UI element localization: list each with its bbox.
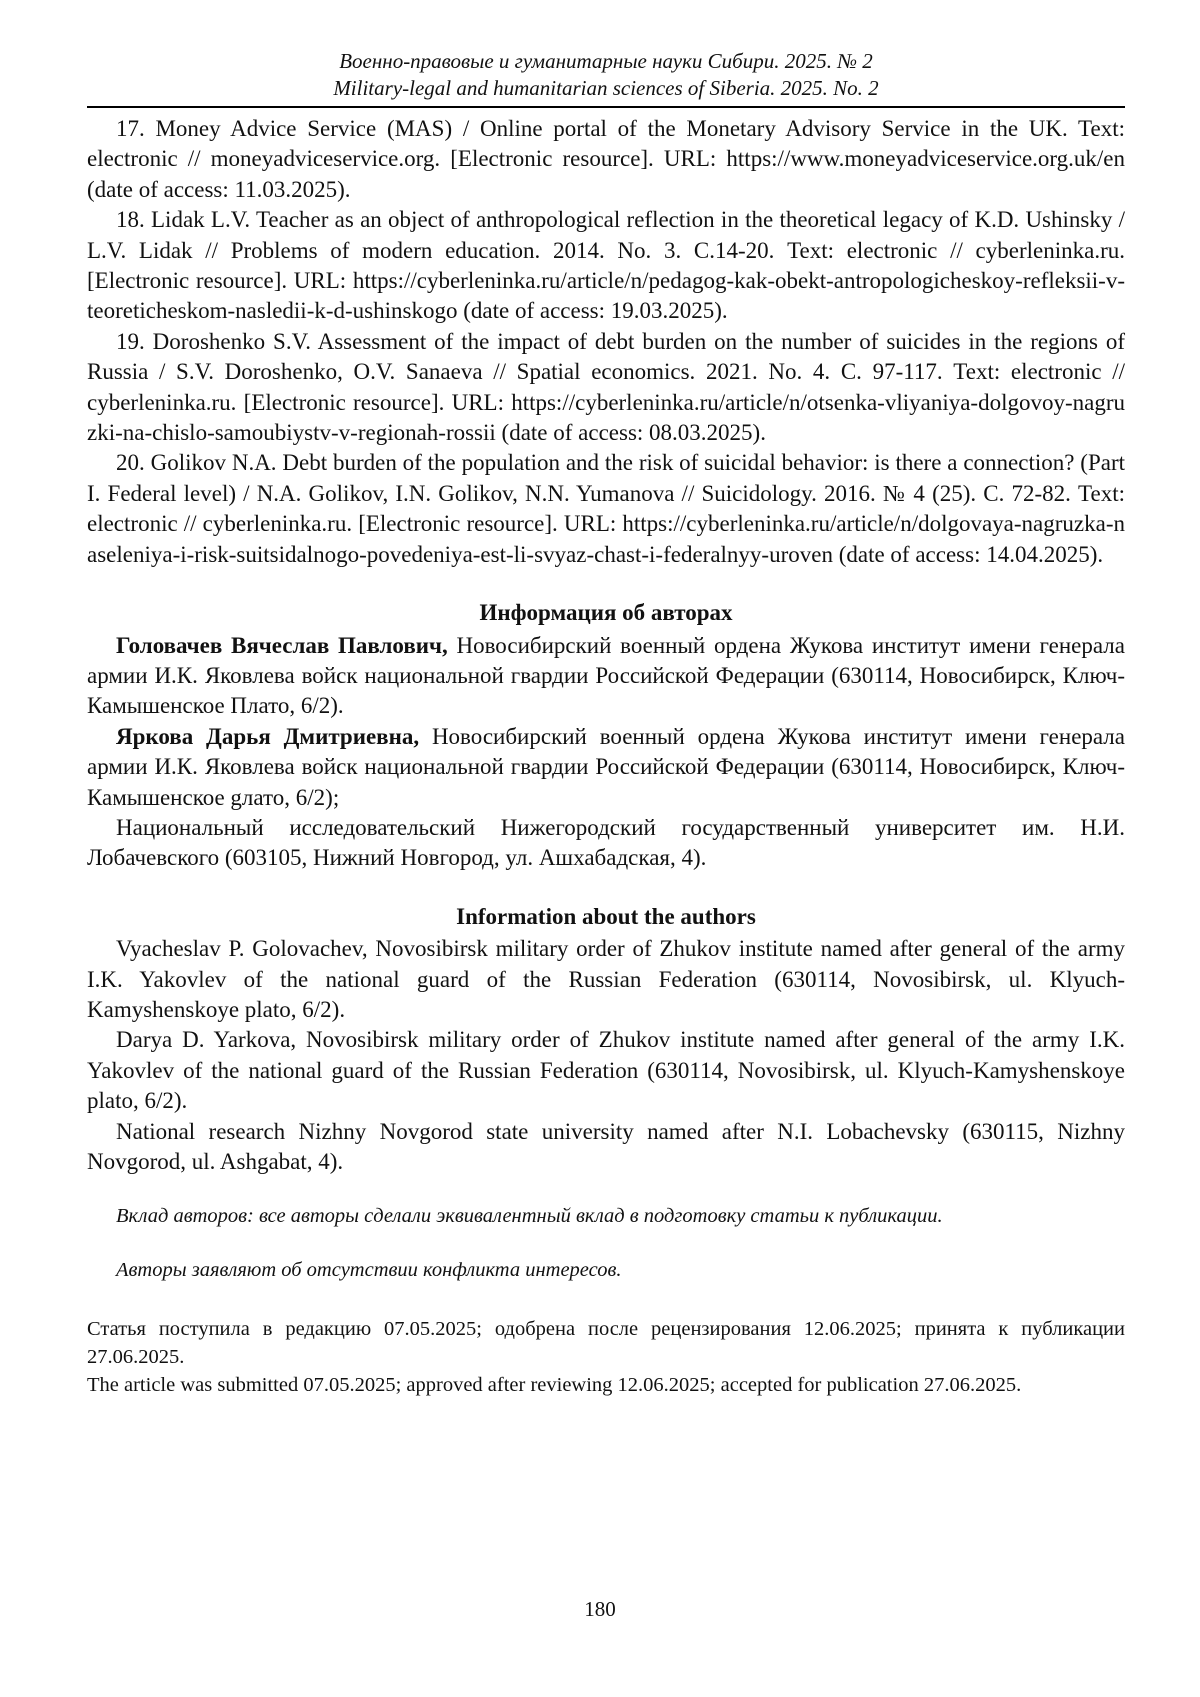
reference-item: 20. Golikov N.A. Debt burden of the population and the risk of suicidal behavior: is there a connection? (Part I. Federal level) / N.A. Golikov, I.N. Golikov, N.N. Yumanova // Suicidology. 2016. № 4 (25). С. 72-82. Text: electronic // cyberleninka.ru. [Electronic resource]. URL: https://cyberleninka.ru/article/n/dolgovaya-nagruzka-naseleniya-i-risk-suitsidalnogo-povedeniya-est-li-svyaz-chast-i-federalnyy-uroven (date of access: 14.04.2025). xyxy=(87,450,1125,567)
author-info-en-2-extra: National research Nizhny Novgorod state university named after N.I. Lobachevsky (630115, Nizhny Novgorod, ul. Ashgabat, 4). xyxy=(87,1118,1125,1174)
journal-title-en: Military-legal and humanitarian sciences of Siberia. 2025. No. 2 xyxy=(333,76,879,100)
author-info-en-1: Vyacheslav P. Golovachev, Novosibirsk military order of Zhukov institute named after general of the army I.K. Yakovlev of the national guard of the Russian Federation (630114, Novosibirsk, ul. Klyuch-Kamyshenskoye plato, 6/2). xyxy=(87,936,1125,1022)
reference-item: 19. Doroshenko S.V. Assessment of the impact of debt burden on the number of suicides in the regions of Russia / S.V. Doroshenko, O.V. Sanaeva // Spatial economics. 2021. No. 4. С. 97-117. Text: electronic // cyberleninka.ru. [Electronic resource]. URL: https://cyberleninka.ru/article/n/otsenka-vliyaniya-dolgovoy-nagruzki-na-chislo-samoubiystv-v-regionah-rossii (date of access: 08.03.2025). xyxy=(87,328,1125,446)
reference-item: 18. Lidak L.V. Teacher as an object of anthropological reflection in the theoretical legacy of K.D. Ushinsky / L.V. Lidak // Problems of modern education. 2014. No. 3. С.14-20. Text: electronic // cyberleninka.ru. [Electronic resource]. URL: https://cyberleninka.ru/article/n/pedagog-kak-obekt-antropologicheskoy-refleksii-v-teoreticheskom-nasledii-k-d-ushinskogo (date of access: 19.03.2025). xyxy=(87,207,1125,324)
author-info-en-2: Darya D. Yarkova, Novosibirsk military order of Zhukov institute named after general of the army I.K. Yakovlev of the national guard of the Russian Federation (630114, Novosibirsk, ul. Klyuch-Kamyshenskoye plato, 6/2). xyxy=(87,1027,1125,1114)
reference-list xyxy=(87,114,1125,570)
authors-heading-ru: Информация об авторах xyxy=(479,600,733,626)
page-body xyxy=(87,48,1125,1399)
reference-url[interactable]: https://cyberleninka.ru/article/n/pedagog-kak-obekt-antropologicheskoy-refleksii-v-teoreticheskom-nasledii-k-d-ushinskogo xyxy=(87,268,1125,324)
reference-item: 17. Money Advice Service (MAS) / Online portal of the Monetary Advisory Service in the UK. Text: electronic // moneyadviceservice.org. [Electronic resource]. URL: https://www.moneyadviceservice.org.uk/en (date of access: 11.03.2025). xyxy=(87,116,1125,202)
article-dates-ru: Статья поступила в редакцию 07.05.2025; одобрена после рецензирования 12.06.2025; принята к публикации 27.06.2025. xyxy=(87,1318,1125,1369)
reference-url[interactable]: https://cyberleninka.ru/article/n/dolgovaya-nagruzka-naseleniya-i-risk-suitsidalnogo-povedeniya-est-li-svyaz-chast-i-federalnyy-uroven xyxy=(87,511,1125,567)
author-info-ru-1: Головачев Вячеслав Павлович, Новосибирский военный ордена Жукова институт имени генерала армии И.К. Яковлева войск национальной гвардии Российской Федерации (630114, Новосибирск, Ключ-Камышенское Плато, 6/2). xyxy=(87,632,1125,719)
reference-url[interactable]: https://www.moneyadviceservice.org.uk/en xyxy=(726,146,1125,172)
contribution-note: Вклад авторов: все авторы сделали эквивалентный вклад в подготовку статьи к публикации. xyxy=(116,1205,943,1228)
header-rule xyxy=(87,106,1125,108)
author-info-ru-2-extra: Национальный исследовательский Нижегородский государственный университет им. Н.И. Лобачевского (603105, Нижний Новгород, ул. Ашхабадская, 4). xyxy=(87,814,1125,871)
author-info-ru-2: Яркова Дарья Дмитриевна, Новосибирский военный ордена Жукова институт имени генерала армии И.К. Яковлева войск национальной гвардии Российской Федерации (630114, Новосибирск, Ключ-Камышенское gлато, 6/2); xyxy=(87,723,1125,810)
article-dates-en: The article was submitted 07.05.2025; approved after reviewing 12.06.2025; accepted for publication 27.06.2025. xyxy=(87,1374,1022,1397)
journal-title-ru: Военно-правовые и гуманитарные науки Сибири. 2025. № 2 xyxy=(339,49,873,73)
conflict-note: Авторы заявляют об отсутствии конфликта интересов. xyxy=(116,1259,622,1282)
reference-url[interactable]: https://cyberleninka.ru/article/n/otsenka-vliyaniya-dolgovoy-nagruzki-na-chislo-samoubiystv-v-regionah-rossii xyxy=(87,389,1125,446)
authors-heading-en: Information about the authors xyxy=(456,903,756,929)
page-number: 180 xyxy=(584,1597,616,1621)
author-name: Яркова Дарья Дмитриевна, xyxy=(116,723,420,749)
author-name: Головачев Вячеслав Павлович, xyxy=(116,632,448,658)
journal-header xyxy=(87,48,1125,102)
